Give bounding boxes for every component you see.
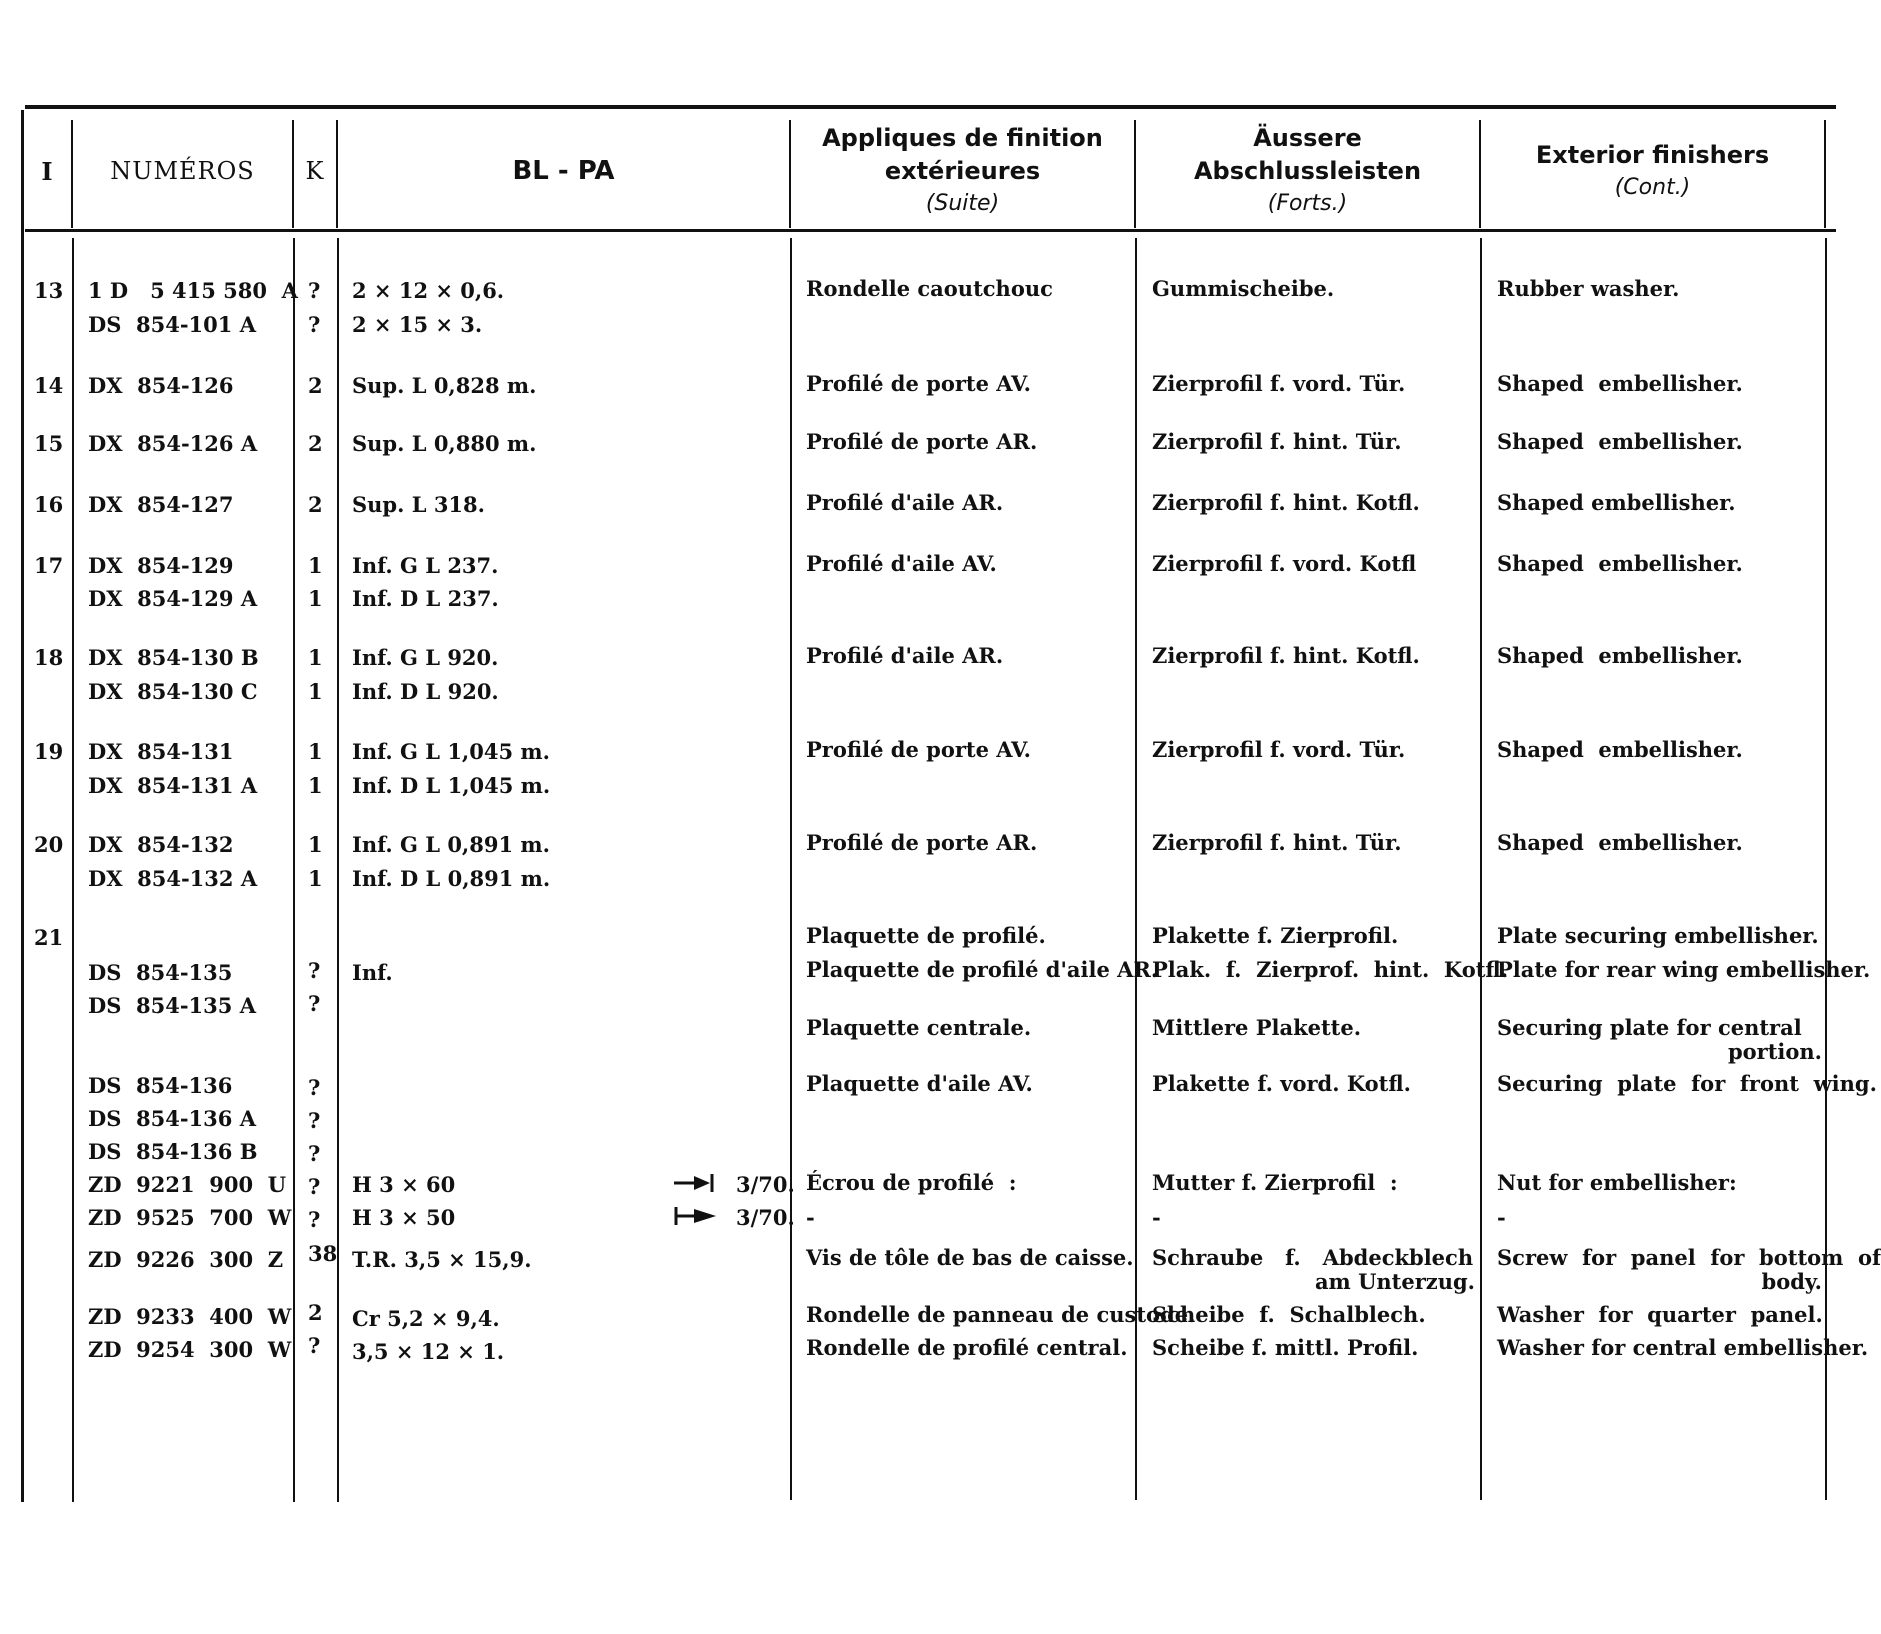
- divider-bl-body: [790, 238, 792, 1500]
- divider-num-body: [293, 238, 295, 1502]
- row-quantity: 1: [308, 739, 323, 764]
- header-i-label: I: [41, 156, 54, 186]
- row-german-desc: Scheibe f. mittl. Profil.: [1152, 1335, 1419, 1360]
- header-en-sub: (Cont.): [1614, 174, 1691, 200]
- header-de-sub: (Forts.): [1267, 191, 1348, 216]
- row-quantity: ?: [308, 991, 321, 1016]
- row-french-desc: -: [806, 1205, 815, 1230]
- row-spec: T.R. 3,5 × 15,9.: [352, 1247, 532, 1272]
- row-part-number: ZD 9254 300 W: [88, 1337, 292, 1362]
- row-quantity: ?: [308, 1108, 321, 1133]
- date-mark: 3/70.: [736, 1172, 795, 1197]
- row-german-desc: -: [1152, 1205, 1161, 1230]
- row-item-number: 17: [34, 553, 64, 578]
- header-fr-title-1: Appliques de finition: [822, 124, 1103, 152]
- row-english-desc: Securing plate for central: [1497, 1015, 1802, 1040]
- row-english-desc: Shaped embellisher.: [1497, 551, 1743, 576]
- header-en-title: Exterior finishers: [1535, 140, 1770, 169]
- row-french-desc: Rondelle caoutchouc: [806, 276, 1053, 301]
- divider-i-body: [72, 238, 74, 1502]
- row-german-desc: Gummischeibe.: [1152, 276, 1335, 301]
- row-german-desc: Scheibe f. Schalblech.: [1152, 1302, 1426, 1327]
- left-rule: [21, 110, 24, 1502]
- row-german-desc: Zierprofil f. hint. Kotfl.: [1152, 643, 1420, 668]
- row-part-number: DS 854-136 A: [88, 1106, 256, 1131]
- row-german-desc: Zierprofil f. vord. Kotfl: [1152, 551, 1417, 576]
- row-english-desc: Nut for embellisher:: [1497, 1170, 1737, 1195]
- row-german-desc: Plakette f. vord. Kotfl.: [1152, 1071, 1411, 1096]
- row-german-desc: Zierprofil f. hint. Tür.: [1152, 830, 1402, 855]
- row-german-desc: Zierprofil f. vord. Tür.: [1152, 737, 1406, 762]
- arrow-to-bar-icon: [672, 1172, 718, 1200]
- row-part-number: ZD 9233 400 W: [88, 1304, 292, 1329]
- row-german-desc: Mittlere Plakette.: [1152, 1015, 1362, 1040]
- row-english-desc: Shaped embellisher.: [1497, 830, 1743, 855]
- row-german-desc: Plakette f. Zierprofil.: [1152, 923, 1399, 948]
- row-quantity: ?: [308, 1333, 321, 1358]
- row-part-number: DX 854-131 A: [88, 773, 258, 798]
- row-english-desc: Shaped embellisher.: [1497, 737, 1743, 762]
- row-french-desc: Écrou de profilé :: [806, 1170, 1017, 1195]
- english-continuation-body: body.: [1761, 1269, 1822, 1294]
- row-quantity: ?: [308, 1141, 321, 1166]
- row-spec: 2 × 15 × 3.: [352, 312, 483, 337]
- row-french-desc: Plaquette de profilé d'aile AR.: [806, 957, 1159, 982]
- row-english-desc: Washer for central embellisher.: [1497, 1335, 1869, 1360]
- row-english-desc: Plate securing embellisher.: [1497, 923, 1819, 948]
- row-quantity: 2: [308, 431, 323, 456]
- row-french-desc: Profilé d'aile AR.: [806, 643, 1004, 668]
- date-mark: 3/70.: [736, 1205, 795, 1230]
- header-de-title: Äussere Abschlussleisten: [1193, 124, 1422, 185]
- row-english-desc: Shaped embellisher.: [1497, 643, 1743, 668]
- row-spec: Inf. G L 237.: [352, 553, 499, 578]
- row-english-desc: Shaped embellisher.: [1497, 429, 1743, 454]
- row-english-desc: Screw for panel for bottom of: [1497, 1245, 1881, 1270]
- row-part-number: 1 D 5 415 580 A: [88, 278, 298, 303]
- row-french-desc: Plaquette d'aile AV.: [806, 1071, 1033, 1096]
- row-english-desc: Plate for rear wing embellisher.: [1497, 957, 1871, 982]
- row-item-number: 13: [34, 278, 64, 303]
- header-col-numeros: [73, 118, 292, 224]
- row-part-number: DX 854-131: [88, 739, 234, 764]
- row-spec: Inf. G L 1,045 m.: [352, 739, 550, 764]
- row-part-number: DS 854-136 B: [88, 1139, 258, 1164]
- row-german-desc: Mutter f. Zierprofil :: [1152, 1170, 1398, 1195]
- row-item-number: 15: [34, 431, 64, 456]
- row-part-number: ZD 9221 900 U: [88, 1172, 287, 1197]
- row-quantity: 1: [308, 553, 323, 578]
- header-rule: [25, 229, 1836, 232]
- divider-en: [1824, 120, 1826, 228]
- row-french-desc: Rondelle de profilé central.: [806, 1335, 1128, 1360]
- row-french-desc: Profilé de porte AV.: [806, 737, 1031, 762]
- row-german-desc: Zierprofil f. hint. Kotfl.: [1152, 490, 1420, 515]
- row-quantity: ?: [308, 1075, 321, 1100]
- header-blpa-label: BL - PA: [512, 155, 615, 186]
- row-french-desc: Plaquette centrale.: [806, 1015, 1032, 1040]
- divider-de-body: [1480, 238, 1482, 1500]
- header-fr-title-2: extérieures: [884, 157, 1041, 185]
- bar-to-arrow-icon: [672, 1205, 718, 1233]
- top-rule: [25, 105, 1836, 109]
- header-col-en: [1481, 118, 1824, 224]
- row-french-desc: Profilé de porte AR.: [806, 830, 1038, 855]
- row-part-number: DS 854-135: [88, 960, 233, 985]
- row-german-desc: Zierprofil f. hint. Tür.: [1152, 429, 1402, 454]
- row-item-number: 20: [34, 832, 64, 857]
- row-english-desc: Shaped embellisher.: [1497, 490, 1736, 515]
- row-quantity: ?: [308, 278, 321, 303]
- divider-en-body: [1825, 238, 1827, 1500]
- row-spec: 2 × 12 × 0,6.: [352, 278, 505, 303]
- row-part-number: ZD 9226 300 Z: [88, 1247, 284, 1272]
- row-english-desc: Rubber washer.: [1497, 276, 1680, 301]
- row-spec: Cr 5,2 × 9,4.: [352, 1306, 500, 1331]
- row-french-desc: Profilé de porte AR.: [806, 429, 1038, 454]
- row-french-desc: Profilé d'aile AV.: [806, 551, 997, 576]
- row-french-desc: Profilé de porte AV.: [806, 371, 1031, 396]
- row-part-number: DS 854-101 A: [88, 312, 256, 337]
- row-spec: Inf. G L 920.: [352, 645, 499, 670]
- row-quantity: 1: [308, 645, 323, 670]
- row-quantity: 2: [308, 1300, 323, 1325]
- row-spec: Sup. L 0,880 m.: [352, 431, 537, 456]
- header-col-k: [294, 118, 336, 224]
- header-col-de: [1136, 118, 1479, 224]
- row-french-desc: Rondelle de panneau de custode.: [806, 1302, 1196, 1327]
- german-continuation-unterzug: am Unterzug.: [1314, 1269, 1475, 1294]
- row-german-desc: Zierprofil f. vord. Tür.: [1152, 371, 1406, 396]
- row-part-number: DX 854-132 A: [88, 866, 258, 891]
- row-french-desc: Vis de tôle de bas de caisse.: [806, 1245, 1134, 1270]
- row-quantity: 2: [308, 492, 323, 517]
- row-quantity: 1: [308, 866, 323, 891]
- header-col-fr: [791, 118, 1134, 224]
- row-spec: Sup. L 0,828 m.: [352, 373, 537, 398]
- header-col-blpa: [338, 118, 789, 224]
- english-continuation-portion: portion.: [1727, 1039, 1822, 1064]
- row-english-desc: Shaped embellisher.: [1497, 371, 1743, 396]
- header-numeros-label: NUMÉROS: [110, 157, 255, 185]
- header-col-i: [24, 118, 71, 224]
- row-spec: H 3 × 50: [352, 1205, 456, 1230]
- row-quantity: 1: [308, 586, 323, 611]
- row-spec: Inf. G L 0,891 m.: [352, 832, 550, 857]
- row-part-number: ZD 9525 700 W: [88, 1205, 292, 1230]
- row-spec: Inf. D L 0,891 m.: [352, 866, 551, 891]
- divider-k-body: [337, 238, 339, 1502]
- row-quantity: 1: [308, 773, 323, 798]
- row-quantity: 38: [308, 1241, 338, 1266]
- row-part-number: DX 854-130 B: [88, 645, 259, 670]
- header-k-label: K: [305, 157, 325, 185]
- row-part-number: DX 854-126 A: [88, 431, 258, 456]
- row-part-number: DX 854-129 A: [88, 586, 258, 611]
- row-quantity: ?: [308, 1207, 321, 1232]
- row-quantity: ?: [308, 312, 321, 337]
- row-spec: Inf. D L 1,045 m.: [352, 773, 551, 798]
- row-part-number: DS 854-136: [88, 1073, 233, 1098]
- row-part-number: DX 854-129: [88, 553, 234, 578]
- row-quantity: 1: [308, 679, 323, 704]
- row-german-desc: Plak. f. Zierprof. hint. Kotfl.: [1152, 957, 1509, 982]
- row-quantity: 1: [308, 832, 323, 857]
- row-english-desc: Washer for quarter panel.: [1497, 1302, 1823, 1327]
- row-quantity: ?: [308, 1174, 321, 1199]
- row-spec: Sup. L 318.: [352, 492, 485, 517]
- row-part-number: DX 854-126: [88, 373, 234, 398]
- row-part-number: DS 854-135 A: [88, 993, 256, 1018]
- header-fr-sub: (Suite): [925, 191, 1000, 216]
- row-item-number: 19: [34, 739, 64, 764]
- row-french-desc: Plaquette de profilé.: [806, 923, 1046, 948]
- row-part-number: DX 854-127: [88, 492, 234, 517]
- row-spec: Inf.: [352, 960, 393, 985]
- row-item-number: 18: [34, 645, 64, 670]
- row-item-number: 21: [34, 925, 64, 950]
- row-english-desc: -: [1497, 1205, 1506, 1230]
- row-quantity: 2: [308, 373, 323, 398]
- row-spec: H 3 × 60: [352, 1172, 456, 1197]
- row-german-desc: Schraube f. Abdeckblech: [1152, 1245, 1474, 1270]
- row-quantity: ?: [308, 958, 321, 983]
- row-french-desc: Profilé d'aile AR.: [806, 490, 1004, 515]
- row-english-desc: Securing plate for front wing.: [1497, 1071, 1877, 1096]
- row-item-number: 14: [34, 373, 64, 398]
- row-item-number: 16: [34, 492, 64, 517]
- row-part-number: DX 854-130 C: [88, 679, 258, 704]
- row-spec: 3,5 × 12 × 1.: [352, 1339, 505, 1364]
- row-spec: Inf. D L 920.: [352, 679, 499, 704]
- row-part-number: DX 854-132: [88, 832, 234, 857]
- row-spec: Inf. D L 237.: [352, 586, 499, 611]
